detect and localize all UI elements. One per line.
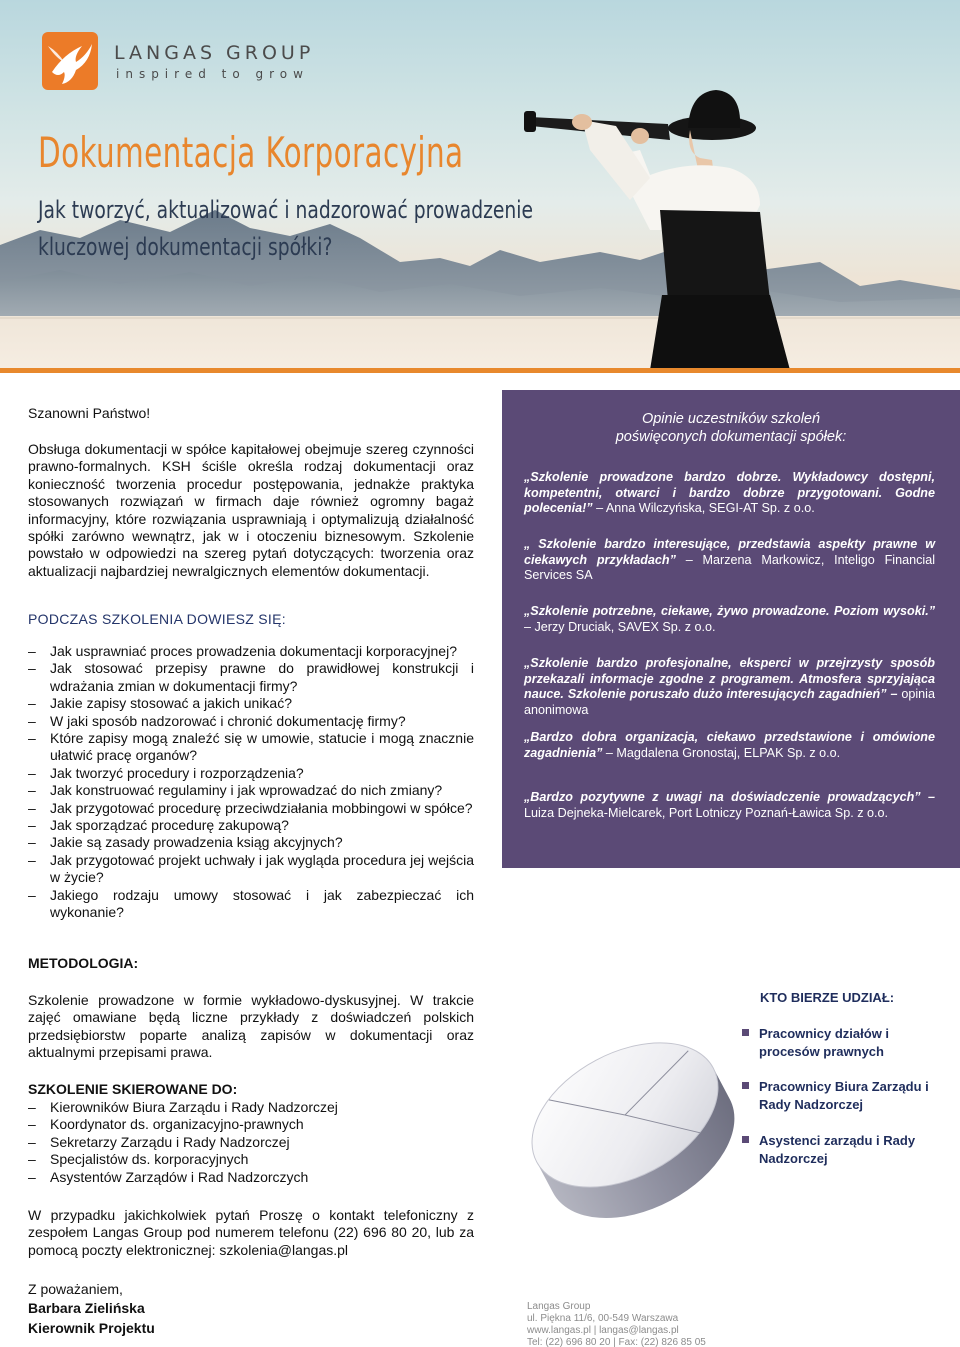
greeting: Szanowni Państwo! [28,405,151,421]
list-item: – Jakie są zasady prowadzenia ksiąg akcyjnych? [28,834,474,851]
list-item: – Jak przygotować procedurę przeciwdziałania mobbingowi w spółce? [28,800,474,817]
opinions-title-line-1: Opinie uczestników szkoleń [641,411,821,427]
audience-marker [742,1082,749,1089]
footer-web-mail: www.langas.pl | langas@langas.pl [527,1325,679,1336]
target-heading: SZKOLENIE SKIEROWANE DO: [28,1081,238,1097]
hero-banner [0,0,960,370]
footer-address: ul. Piękna 11/6, 00-549 Warszawa [527,1313,679,1324]
learn-heading: PODCZAS SZKOLENIA DOWIESZ SIĘ: [28,611,286,627]
method-heading: METODOLOGIA: [28,955,139,971]
opinions-title-line-2: poświęconych dokumentacji spółek: [615,429,847,445]
audience-item: Asystenci zarządu i Rady Nadzorczej [759,1133,916,1166]
page-title: Dokumentacja Korporacyjna [38,128,464,177]
intro-paragraph: Obsługa dokumentacji w spółce kapitałowej obejmuje szereg czynności prawno-formalnych. KSH ściśle określa rodzaj dokumentacji oraz konieczność tworzenia procedur postępowania, jednakże praktyka stosowanych rozwiązań w firmach daje również ogromny bagaż informacyjny, które rozwiązania usprawniają i optymalizują działalność spółki zarówno wewnątrz, jak w i otoczeniu biznesowym. Szkolenie powstało w odpowiedzi na szereg pytań dotyczących: tworzenia oraz aktualizacji najbardziej newralgicznych elementów dokumentacji. [28,441,474,579]
learn-list [28,643,474,922]
list-item: – Które zapisy mogą znaleźć się w umowie, statucie i mogą znacznie ułatwić pracę organów? [28,730,474,765]
audience-item: Pracownicy działów i procesów prawnych [759,1026,890,1059]
method-paragraph: Szkolenie prowadzone w formie wykładowo-dyskusyjnej. W trakcie zajęć omawiane będą liczne przykłady z doświadczeń polskich przedsiębiorstw poparte analizą zapisów w dokumentacji oraz aktualnymi przepisami prawa. [28,992,474,1061]
opinion-item: „Szkolenie bardzo profesjonalne, eksperci w przejrzysty sposób przekazali informacje zgodne z programem. Atmosfera sprzyjająca nauce. Szkolenie poruszało dużo interesujących zagadnień” – opinia anonimowa [524,656,935,717]
page-subtitle-line-1: Jak tworzyć, aktualizować i nadzorować prowadzenie [38,196,534,224]
audience-item: Pracownicy Biura Zarządu i Rady Nadzorczej [759,1079,929,1112]
opinion-item: „ Szkolenie bardzo interesujące, przedstawia aspekty prawne w ciekawych przykładach” – Marzena Markowicz, Inteligo Financial Services SA [524,537,935,582]
list-item: – Kierowników Biura Zarządu i Rady Nadzorczej [28,1099,474,1116]
brand-name: LANGAS GROUP [114,42,315,64]
target-list [28,1099,474,1186]
footer-phones: Tel: (22) 696 80 20 | Fax: (22) 826 85 05 [527,1337,706,1347]
hero-divider [0,368,960,373]
langas-logo-icon [42,32,98,90]
opinion-item: „Szkolenie prowadzone bardzo dobrze. Wykładowcy dostępni, kompetentni, otwarci i bardzo dobrze przygotowani. Godne polecenia!” – Anna Wilczyńska, SEGI-AT Sp. z o.o. [524,470,935,515]
list-item: – W jaki sposób nadzorować i chronić dokumentację firmy? [28,713,474,730]
opinion-item: „Bardzo pozytywne z uwagi na doświadczenie prowadzących” – Luiza Dejneka-Mielcarek, Port Lotniczy Poznań-Ławica Sp. z o.o. [524,790,935,820]
audience-marker [742,1136,749,1143]
list-item: – Jak sporządzać procedurę zakupową? [28,817,474,834]
list-item: – Sekretarzy Zarządu i Rady Nadzorczej [28,1134,474,1151]
audience-pie-graphic [505,1020,755,1220]
list-item: – Koordynator ds. organizacyjno-prawnych [28,1116,474,1133]
list-item: – Jak usprawniać proces prowadzenia dokumentacji korporacyjnej? [28,643,474,660]
list-item: – Jak tworzyć procedury i rozporządzenia? [28,765,474,782]
list-item: – Asystentów Zarządów i Rad Nadzorczych [28,1169,474,1186]
signature-closing: Z poważaniem, [28,1281,123,1297]
audience-marker [742,1029,749,1036]
signature-name: Barbara Zielińska [28,1300,145,1316]
audience-title: KTO BIERZE UDZIAŁ: [760,990,895,1005]
opinion-item: „Szkolenie potrzebne, ciekawe, żywo prowadzone. Poziom wysoki.” – Jerzy Druciak, SAVEX Sp. z o.o. [524,604,935,634]
list-item: – Jakiego rodzaju umowy stosować i jak zabezpieczać ich wykonanie? [28,887,474,922]
footer-company: Langas Group [527,1301,591,1312]
signature-role: Kierownik Projektu [28,1320,155,1336]
contact-paragraph: W przypadku jakichkolwiek pytań Proszę o kontakt telefoniczny z zespołem Langas Group pod numerem telefonu (22) 696 80 20, lub za pomocą poczty elektronicznej: szkolenia@langas.pl [28,1207,474,1258]
list-item: – Jak konstruować regulaminy i jak wprowadzać do nich zmiany? [28,782,474,799]
opinion-item: „Bardzo dobra organizacja, ciekawo przedstawione i omówione zagadnienia” – Magdalena Gronostaj, ELPAK Sp. z o.o. [524,730,935,760]
list-item: – Jak stosować przepisy prawne do prawidłowej konstrukcji i wdrażania zmian w dokumentacji firmy? [28,660,474,695]
list-item: – Jakie zapisy stosować a jakich unikać? [28,695,474,712]
opinions-title [502,410,960,446]
opinions-panel [502,390,960,868]
list-item: – Specjalistów ds. korporacyjnych [28,1151,474,1168]
page-subtitle-line-2: kluczowej dokumentacji spółki? [38,233,333,261]
list-item: – Jak przygotować projekt uchwały i jak wygląda procedura jej wejścia w życie? [28,852,474,887]
brand-tagline: inspired to grow [116,67,309,81]
